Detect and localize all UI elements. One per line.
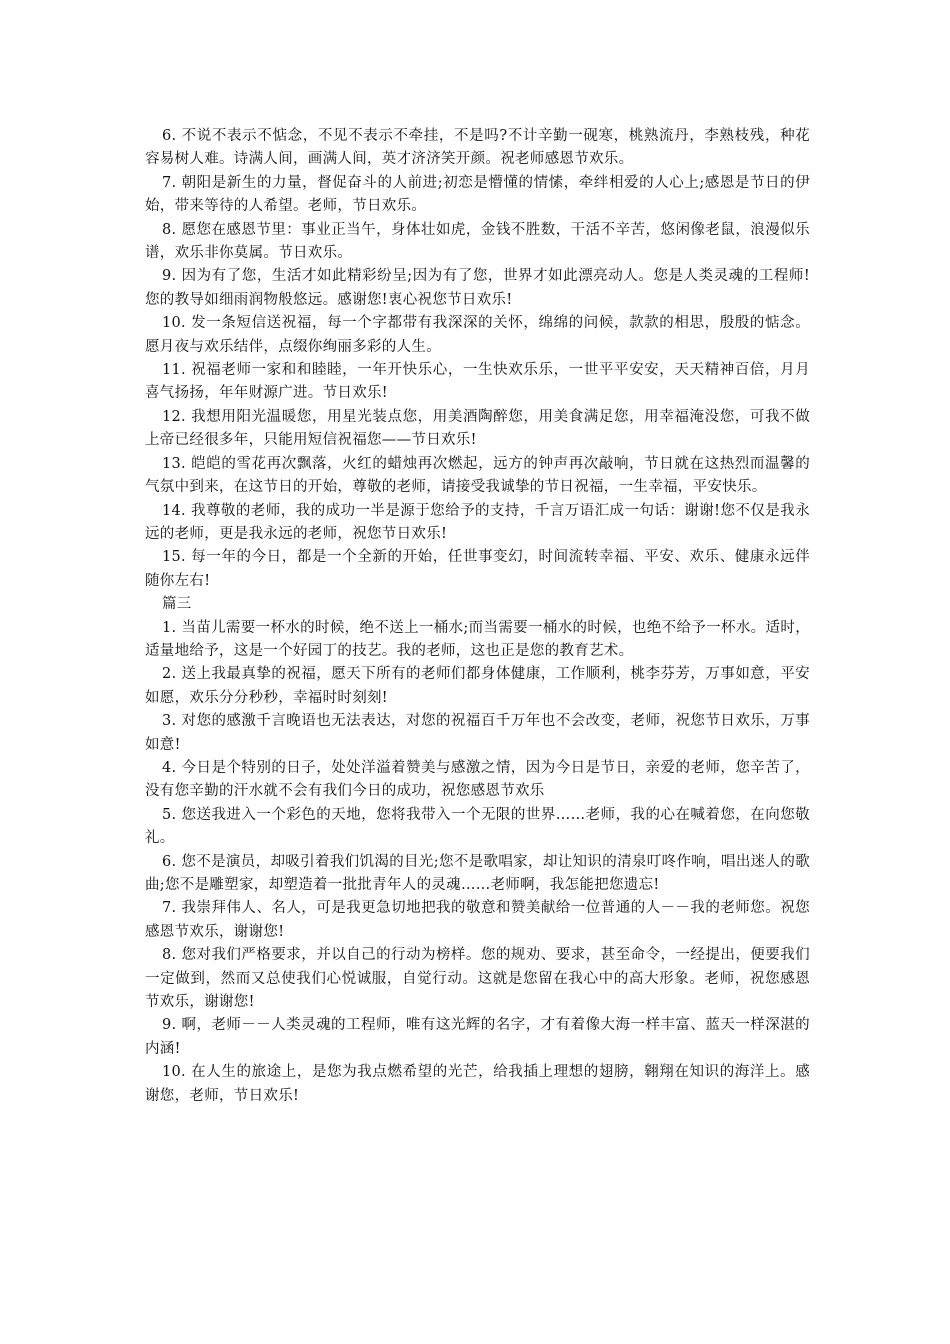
paragraph: 13. 皑皑的雪花再次飘落，火红的蜡烛再次燃起，远方的钟声再次敲响，节日就在这热烈而温馨的气氛中到来，在这节日的开始，尊敬的老师，请接受我诚挚的节日祝福，一生幸福，平安快乐。 <box>145 455 810 496</box>
paragraph: 8. 您对我们严格要求，并以自己的行动为榜样。您的规劝、要求，甚至命令，一经提出，便要我们一定做到，然而又总使我们心悦诚服，自觉行动。这就是您留在我心中的高大形象。老师，祝您感恩节欢乐，谢谢您! <box>145 947 810 1011</box>
paragraph: 7. 我崇拜伟人、名人，可是我更急切地把我的敬意和赞美献给一位普通的人－－我的老师您。祝您感恩节欢乐，谢谢您! <box>145 900 810 940</box>
paragraph: 1. 当苗儿需要一杯水的时候，绝不送上一桶水;而当需要一桶水的时候，也绝不给予一杯水。适时，适量地给予，这是一个好园丁的技艺。我的老师，这也正是您的教育艺术。 <box>145 619 810 659</box>
paragraph: 10. 在人生的旅途上，是您为我点燃希望的光芒，给我插上理想的翅膀，翱翔在知识的海洋上。感谢您，老师，节日欢乐! <box>145 1064 810 1104</box>
paragraph: 12. 我想用阳光温暖您，用星光装点您，用美酒陶醉您，用美食满足您，用幸福淹没您，可我不做上帝已经很多年，只能用短信祝福您——节日欢乐! <box>145 408 810 449</box>
paragraph: 6. 不说不表示不惦念，不见不表示不牵挂，不是吗?不计辛勤一砚寒，桃熟流丹，李熟枝残，种花容易树人难。诗满人间，画满人间，英才济济笑开颜。祝老师感恩节欢乐。 <box>145 128 810 168</box>
paragraph: 11. 祝福老师一家和和睦睦，一年开快乐心，一生快欢乐乐，一世平平安安，天天精神百倍，月月喜气扬扬，年年财源广进。节日欢乐! <box>145 362 810 402</box>
paragraph: 4. 今日是个特别的日子，处处洋溢着赞美与感激之情，因为今日是节日，亲爱的老师，您辛苦了，没有您辛勤的汗水就不会有我们今日的成功，祝您感恩节欢乐 <box>145 759 810 800</box>
paragraph: 8. 愿您在感恩节里：事业正当午，身体壮如虎，金钱不胜数，干活不辛苦，悠闲像老鼠，浪漫似乐谱，欢乐非你莫属。节日欢乐。 <box>145 221 810 262</box>
paragraph: 10. 发一条短信送祝福，每一个字都带有我深深的关怀，绵绵的问候，款款的相思，殷殷的惦念。愿月夜与欢乐结伴，点缀你绚丽多彩的人生。 <box>145 315 810 355</box>
paragraph: 9. 啊，老师－－人类灵魂的工程师，唯有这光辉的名字，才有着像大海一样丰富、蓝天一样深湛的内涵! <box>145 1017 810 1057</box>
paragraph: 6. 您不是演员，却吸引着我们饥渴的目光;您不是歌唱家，却让知识的清泉叮咚作响，唱出迷人的歌曲;您不是雕塑家，却塑造着一批批青年人的灵魂……老师啊，我怎能把您遗忘! <box>145 853 810 893</box>
section-heading: 篇三 <box>162 596 192 613</box>
paragraph: 15. 每一年的今日，都是一个全新的开始，任世事变幻，时间流转幸福、平安、欢乐、健康永远伴随你左右! <box>145 549 810 589</box>
paragraph: 7. 朝阳是新生的力量，督促奋斗的人前进;初恋是懵懂的情愫，牵绊相爱的人心上;感恩是节日的伊始，带来等待的人希望。老师，节日欢乐。 <box>145 174 810 215</box>
paragraph: 9. 因为有了您，生活才如此精彩纷呈;因为有了您，世界才如此漂亮动人。您是人类灵魂的工程师!您的教导如细雨润物般悠远。感谢您!衷心祝您节日欢乐! <box>145 268 810 308</box>
paragraph: 2. 送上我最真挚的祝福，愿天下所有的老师们都身体健康，工作顺利，桃李芬芳，万事如意，平安如愿，欢乐分分秒秒，幸福时时刻刻! <box>145 666 810 706</box>
paragraph: 3. 对您的感激千言晚语也无法表达，对您的祝福百千万年也不会改变，老师，祝您节日欢乐，万事如意! <box>145 713 810 753</box>
document-body <box>145 125 810 1108</box>
paragraph: 14. 我尊敬的老师，我的成功一半是源于您给予的支持，千言万语汇成一句话：谢谢!您不仅是我永远的老师，更是我永远的老师，祝您节日欢乐! <box>145 502 810 542</box>
paragraph: 5. 您送我进入一个彩色的天地，您将我带入一个无限的世界……老师，我的心在喊着您，在向您敬礼。 <box>145 806 810 847</box>
